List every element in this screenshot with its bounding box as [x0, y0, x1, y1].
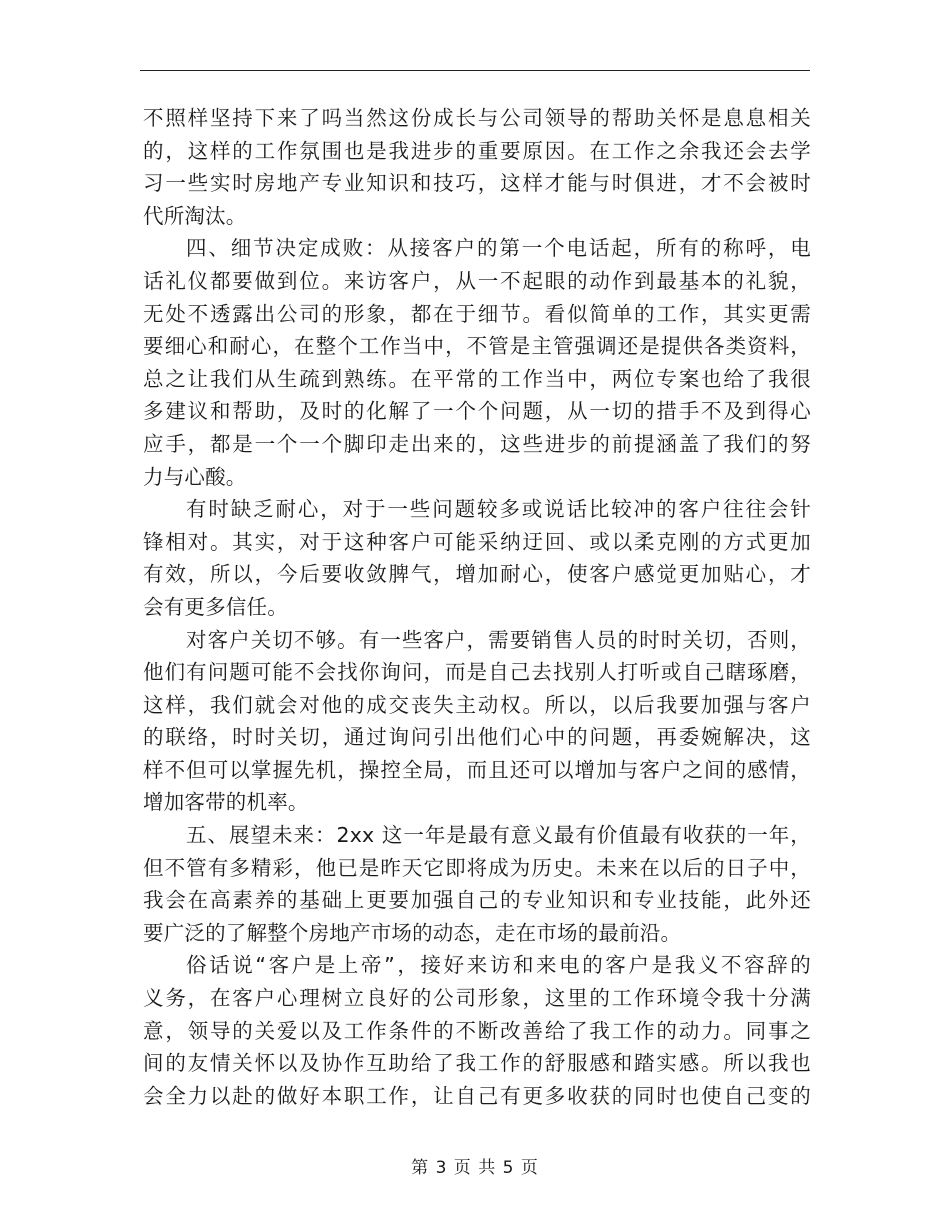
text-line: 无处不透露出公司的形象，都在于细节。看似简单的工作，其实更需	[143, 301, 811, 326]
text-line: 增加客带的机率。	[143, 790, 309, 815]
text-line: 间的友情关怀以及协作互助给了我工作的舒服感和踏实感。所以我也	[143, 1051, 811, 1076]
text-line: 有时缺乏耐心，对于一些问题较多或说话比较冲的客户往往会针	[186, 497, 811, 522]
text-line: 我会在高素养的基础上更要加强自己的专业知识和专业技能，此外还	[143, 888, 811, 913]
text-line: 应手，都是一个一个脚印走出来的，这些进步的前提涵盖了我们的努	[143, 431, 811, 456]
text-line: 多建议和帮助，及时的化解了一个个问题，从一切的措手不及到得心	[143, 399, 811, 424]
text-line: 俗话说“客户是上帝”，接好来访和来电的客户是我义不容辞的	[186, 953, 811, 978]
text-line: 会全力以赴的做好本职工作，让自己有更多收获的同时也使自己变的	[143, 1083, 811, 1108]
text-line: 习一些实时房地产专业知识和技巧，这样才能与时俱进，才不会被时	[143, 171, 811, 196]
text-line: 总之让我们从生疏到熟练。在平常的工作当中，两位专案也给了我很	[143, 366, 811, 391]
text-line: 他们有问题可能不会找你询问，而是自己去找别人打听或自己瞎琢磨，	[143, 660, 811, 685]
text-line: 话礼仪都要做到位。来访客户，从一不起眼的动作到最基本的礼貌，	[143, 268, 811, 293]
text-line: 力与心酸。	[143, 464, 247, 489]
text-line: 意，领导的关爱以及工作条件的不断改善给了我工作的动力。同事之	[143, 1018, 811, 1043]
text-line: 要广泛的了解整个房地产市场的动态，走在市场的最前沿。	[143, 920, 682, 945]
page-number-footer: 第 3 页 共 5 页	[411, 1158, 539, 1178]
text-line: 五、展望未来：2xx 这一年是最有意义最有价值最有收获的一年，	[186, 823, 811, 848]
text-line: 代所淘汰。	[143, 203, 247, 228]
text-line: 对客户关切不够。有一些客户，需要销售人员的时时关切，否则，	[186, 627, 811, 652]
text-line: 锋相对。其实，对于这种客户可能采纳迂回、或以柔克刚的方式更加	[143, 529, 811, 554]
text-line: 要细心和耐心，在整个工作当中，不管是主管强调还是提供各类资料，	[143, 334, 811, 359]
header-rule	[140, 70, 810, 71]
text-line: 不照样坚持下来了吗当然这份成长与公司领导的帮助关怀是息息相关	[143, 106, 811, 130]
text-line: 有效，所以，今后要收敛脾气，增加耐心，使客户感觉更加贴心，才	[143, 562, 811, 587]
text-line: 的联络，时时关切，通过询问引出他们心中的问题，再委婉解决，这	[143, 725, 811, 750]
text-line: 这样，我们就会对他的成交丧失主动权。所以，以后我要加强与客户	[143, 692, 811, 717]
document-body	[143, 102, 811, 1112]
text-line: 义务，在客户心理树立良好的公司形象，这里的工作环境令我十分满	[143, 986, 811, 1011]
text-line: 会有更多信任。	[143, 594, 288, 619]
text-line: 四、细节决定成败：从接客户的第一个电话起，所有的称呼，电	[186, 236, 811, 261]
text-line: 的，这样的工作氛围也是我进步的重要原因。在工作之余我还会去学	[143, 138, 811, 163]
text-line: 但不管有多精彩，他已是昨天它即将成为历史。未来在以后的日子中，	[143, 855, 811, 880]
text-line: 样不但可以掌握先机，操控全局，而且还可以增加与客户之间的感情，	[143, 757, 811, 782]
